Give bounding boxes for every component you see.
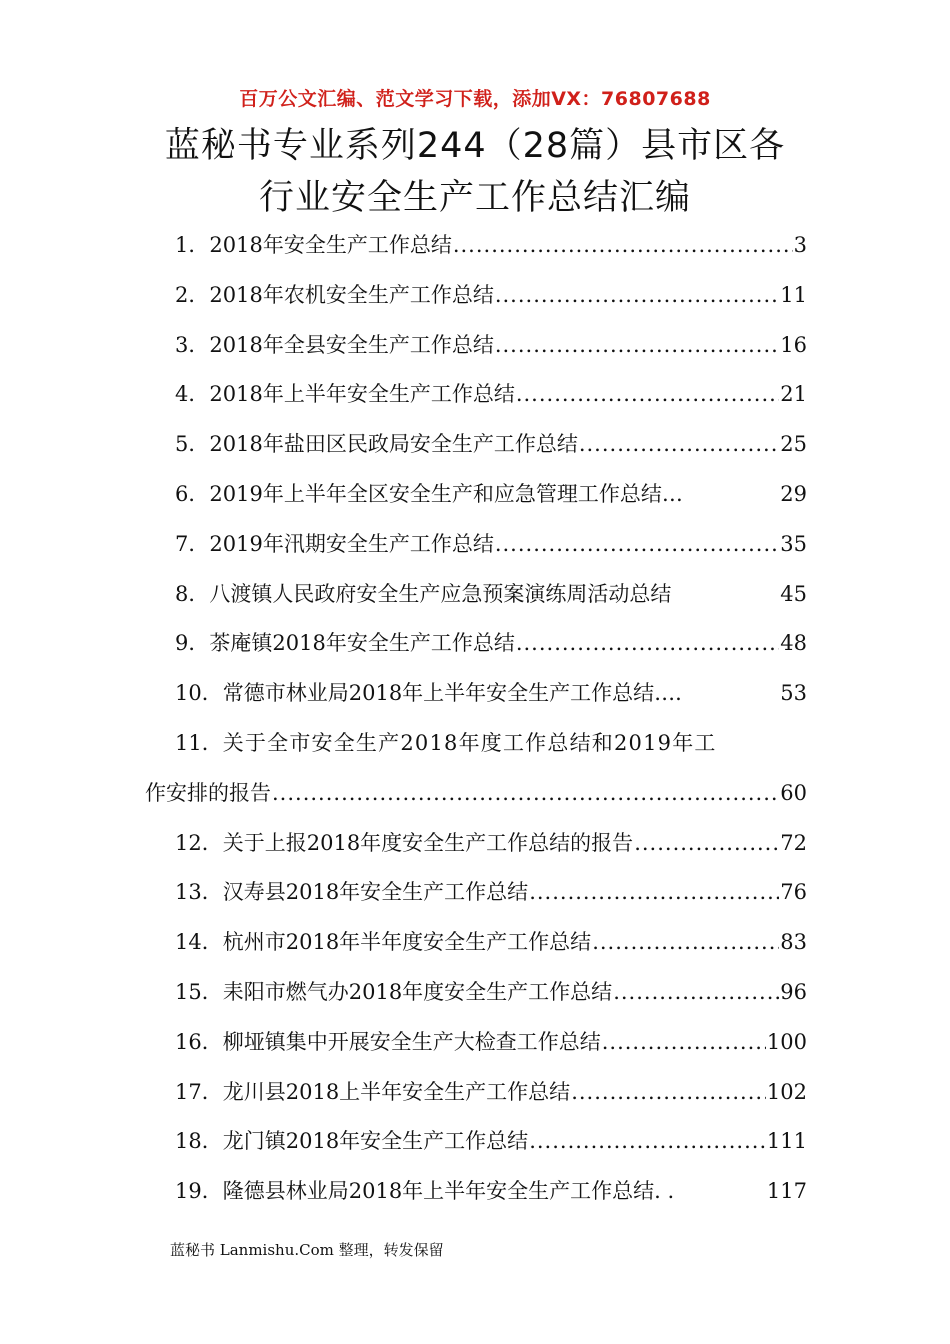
toc-page: 25 [780,432,807,457]
toc-entry-2[interactable] [145,271,807,321]
toc-page: 117 [766,1179,807,1204]
toc-title: 2019年汛期安全生产工作总结 [209,531,494,556]
toc-number: 1． [175,233,210,257]
toc-entry-11[interactable] [145,719,807,769]
toc-number: 13． [175,880,223,905]
toc-leader [592,918,779,968]
toc-page: 16 [780,332,807,357]
toc-page: 3 [793,233,807,257]
toc-title: 隆德县林业局2018年上半年安全生产工作总结. . [222,1179,675,1204]
toc-page: 72 [780,830,807,855]
toc-number: 4． [175,382,210,407]
toc-number: 15． [175,979,223,1004]
toc-leader [571,1068,766,1118]
toc-leader [495,271,779,321]
toc-title: 2018年盐田区民政局安全生产工作总结 [209,432,578,457]
toc-page: 45 [780,581,807,606]
toc-page: 60 [780,780,807,805]
toc-leader [495,520,779,570]
toc-title: 2018年上半年安全生产工作总结 [209,382,515,407]
toc-title: 2018年农机安全生产工作总结 [209,282,494,307]
toc-title-continued: 作安排的报告 [145,780,271,805]
toc-page: 76 [780,880,807,905]
toc-entry-15[interactable] [145,968,807,1018]
toc-number: 5． [175,432,210,457]
toc-page: 102 [766,1079,807,1104]
toc-title: 2018年安全生产工作总结 [209,233,452,257]
toc-title: 2019年上半年全区安全生产和应急管理工作总结… [209,481,683,506]
toc-title: 关于全市安全生产2018年度工作总结和2019年工 [222,730,717,755]
toc-number: 7． [175,531,210,556]
toc-leader [453,221,793,271]
toc-leader [579,420,779,470]
title-line-2: 行业安全生产工作总结汇编 [258,178,691,218]
table-of-contents [145,221,807,1217]
footer-note: 蓝秘书 Lanmishu.Com 整理，转发保留 [170,1241,444,1259]
toc-number: 11． [175,730,223,755]
toc-entry-8[interactable] [145,570,807,620]
header-banner: 百万公文汇编、范文学习下载，添加VX：76807688 [239,88,711,110]
toc-entry-12[interactable] [145,819,807,869]
title-line-1: 蓝秘书专业系列244（28篇）县市区各 [164,126,786,166]
toc-entry-6[interactable] [145,470,807,520]
toc-leader [529,868,779,918]
toc-entry-9[interactable] [145,619,807,669]
toc-page: 53 [780,681,807,706]
toc-leader [495,321,779,371]
toc-leader [634,819,779,869]
toc-leader [516,619,779,669]
toc-leader [613,968,779,1018]
toc-leader [516,370,779,420]
toc-number: 14． [175,930,223,955]
toc-number: 19． [175,1179,223,1204]
toc-title: 常德市林业局2018年上半年安全生产工作总结…. [222,681,682,706]
toc-title: 2018年全县安全生产工作总结 [209,332,494,357]
toc-number: 8． [175,581,210,606]
toc-leader [272,769,779,819]
toc-entry-18[interactable] [145,1117,807,1167]
toc-page: 29 [780,481,807,506]
toc-entry-17[interactable] [145,1068,807,1118]
toc-title: 龙川县2018上半年安全生产工作总结 [222,1079,571,1104]
toc-entry-3[interactable] [145,321,807,371]
toc-leader [529,1117,766,1167]
toc-title: 汉寿县2018年安全生产工作总结 [222,880,529,905]
toc-page: 48 [780,631,807,656]
toc-entry-1[interactable] [145,221,807,271]
toc-number: 9． [175,631,210,656]
toc-number: 6． [175,481,210,506]
toc-page: 21 [780,382,807,407]
toc-entry-19[interactable] [145,1167,807,1217]
toc-title: 关于上报2018年度安全生产工作总结的报告 [222,830,634,855]
toc-number: 16． [175,1029,223,1054]
toc-page: 96 [780,979,807,1004]
document-title [0,120,950,224]
toc-number: 17． [175,1079,223,1104]
toc-entry-16[interactable] [145,1018,807,1068]
toc-entry-5[interactable] [145,420,807,470]
toc-entry-7[interactable] [145,520,807,570]
toc-number: 2． [175,282,210,307]
toc-title: 杭州市2018年半年度安全生产工作总结 [222,930,592,955]
toc-page: 111 [766,1129,807,1154]
toc-leader [602,1018,766,1068]
toc-title: 耒阳市燃气办2018年度安全生产工作总结 [222,979,613,1004]
toc-title: 柳垭镇集中开展安全生产大检查工作总结 [222,1029,601,1054]
toc-number: 3． [175,332,210,357]
toc-title: 茶庵镇2018年安全生产工作总结 [209,631,515,656]
toc-entry-4[interactable] [145,370,807,420]
toc-number: 12． [175,830,223,855]
toc-entry-10[interactable] [145,669,807,719]
toc-page: 83 [780,930,807,955]
toc-number: 18． [175,1129,223,1154]
toc-entry-11-continued[interactable] [145,769,807,819]
toc-title: 龙门镇2018年安全生产工作总结 [222,1129,529,1154]
toc-page: 35 [780,531,807,556]
toc-entry-13[interactable] [145,868,807,918]
toc-title: 八渡镇人民政府安全生产应急预案演练周活动总结 [209,581,672,606]
toc-page: 11 [780,282,807,307]
toc-number: 10． [175,681,223,706]
toc-page: 100 [766,1029,807,1054]
toc-entry-14[interactable] [145,918,807,968]
